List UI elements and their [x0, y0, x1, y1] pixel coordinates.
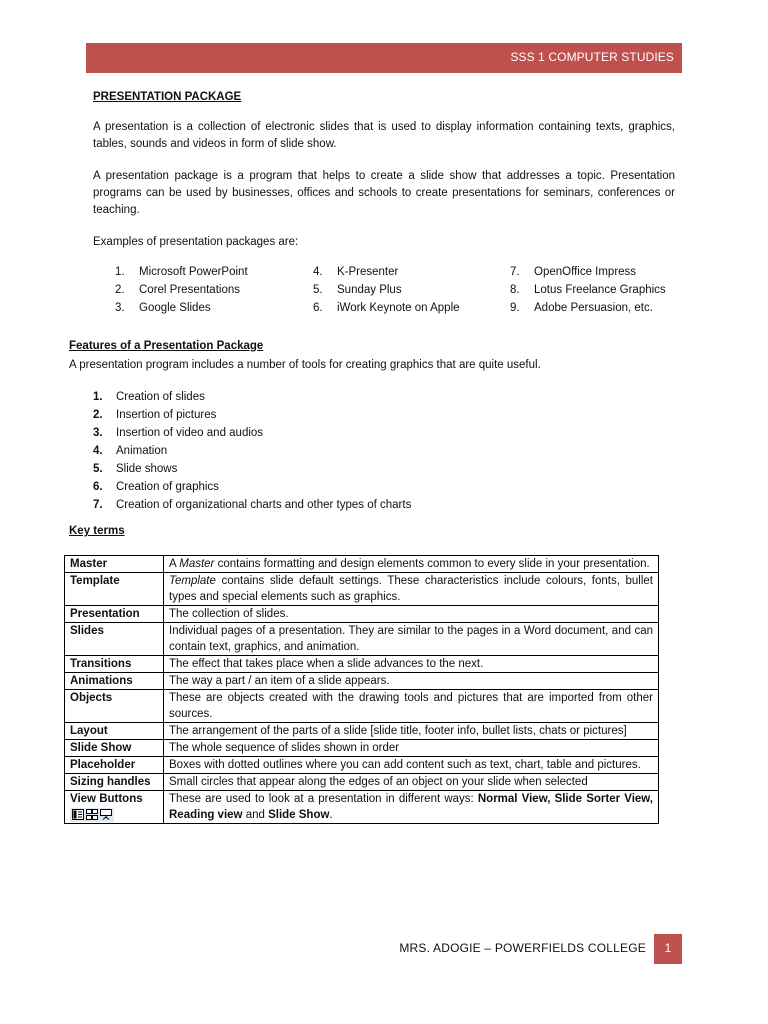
list-item: 1. Microsoft PowerPoint	[115, 266, 248, 278]
paragraph-package: A presentation package is a program that helps to create a slide show that addresses a topic. Presentation programs can be used by businesses, offices and schools to create presentations for seminars, conferences or teaching.	[93, 170, 675, 216]
header-bar	[86, 43, 682, 73]
paragraph-examples-intro: Examples of presentation packages are:	[93, 236, 299, 248]
list-item: 8. Lotus Freelance Graphics	[510, 284, 666, 296]
table-row: Presentation The collection of slides.	[65, 606, 659, 623]
features-title: Features of a Presentation Package	[69, 340, 264, 352]
header-title: SSS 1 COMPUTER STUDIES	[510, 50, 674, 64]
list-item: 7. OpenOffice Impress	[510, 266, 637, 278]
list-item: 4. Animation	[93, 445, 168, 457]
table-row: Transitions The effect that takes place when a slide advances to the next.	[65, 656, 659, 673]
list-item: 9. Adobe Persuasion, etc.	[510, 302, 653, 314]
table-row: Slides Individual pages of a presentation. They are similar to the pages in a Word document, and can contain text, graphics, and animation.	[65, 623, 659, 656]
features-intro: A presentation program includes a number of tools for creating graphics that are quite useful.	[69, 359, 541, 371]
list-item: 3. Insertion of video and audios	[93, 427, 264, 439]
table-row: Slide Show The whole sequence of slides shown in order	[65, 740, 659, 757]
slide-sorter-view-icon	[86, 809, 98, 820]
list-item: 1. Creation of slides	[93, 391, 205, 403]
paragraph-definition: A presentation is a collection of electronic slides that is used to display information containing texts, graphics, tables, sounds and videos in form of slide show.	[93, 121, 675, 150]
table-row: View Buttons These are used to look at a presentation in different ways: Normal View, Slide Sorter View, Reading view and Slide Show.	[65, 791, 659, 824]
list-item: 5. Slide shows	[93, 463, 178, 475]
table-row: Template Template contains slide default settings. These characteristics include colours, fonts, bullet types and special elements such as graphics.	[65, 573, 659, 606]
page-number-box	[654, 934, 682, 964]
view-buttons-icons	[70, 808, 114, 822]
list-item: 5. Sunday Plus	[313, 284, 402, 296]
features-list	[93, 388, 411, 514]
section-title: PRESENTATION PACKAGE	[93, 91, 242, 103]
table-row: Animations The way a part / an item of a slide appears.	[65, 673, 659, 690]
page-number: 1	[664, 941, 672, 955]
table-row: Master A Master contains formatting and design elements common to every slide in your presentation.	[65, 556, 659, 573]
table-row: Objects These are objects created with the drawing tools and pictures that are imported from other sources.	[65, 690, 659, 723]
list-item: 6. iWork Keynote on Apple	[313, 302, 460, 314]
list-item: 4. K-Presenter	[313, 266, 399, 278]
list-item: 3. Google Slides	[115, 302, 211, 314]
list-item: 2. Corel Presentations	[115, 284, 240, 296]
normal-view-icon	[72, 809, 84, 820]
list-item: 2. Insertion of pictures	[93, 409, 217, 421]
view-buttons-term: View Buttons	[70, 793, 143, 805]
key-terms-title: Key terms	[69, 525, 125, 537]
table-row: Placeholder Boxes with dotted outlines where you can add content such as text, chart, table and pictures.	[65, 757, 659, 774]
key-terms-table	[64, 555, 659, 824]
slide-show-view-icon	[100, 809, 112, 820]
list-item: 6. Creation of graphics	[93, 481, 219, 493]
footer-text: MRS. ADOGIE – POWERFIELDS COLLEGE	[399, 941, 646, 955]
table-row: Sizing handles Small circles that appear along the edges of an object on your slide when selected	[65, 774, 659, 791]
table-row: Layout The arrangement of the parts of a slide [slide title, footer info, bullet lists, chats or pictures]	[65, 723, 659, 740]
list-item: 7. Creation of organizational charts and other types of charts	[93, 499, 412, 511]
